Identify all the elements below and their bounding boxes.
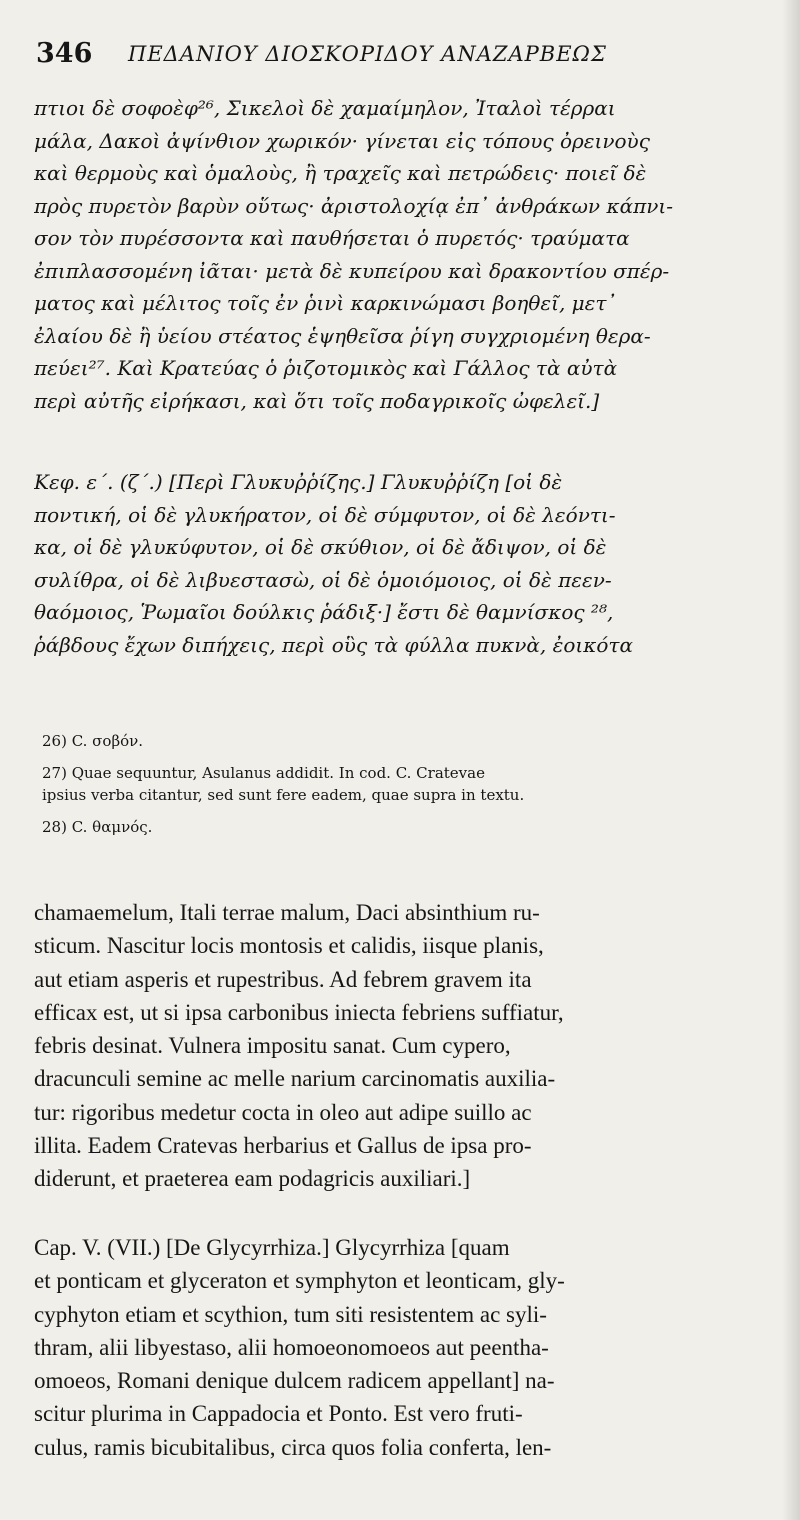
page-header <box>30 38 770 78</box>
greek-line: ῥάβδους ἔχων διπήχεις, περὶ οὓς τὰ φύλλα πυκνὰ, ἐοικότα <box>34 632 633 657</box>
latin-line: efficax est, ut si ipsa carbonibus iniecta febriens suffiatur, <box>34 999 564 1025</box>
footnote: 28) C. θαμνός. <box>42 818 153 836</box>
greek-line: σον τὸν πυρέσσοντα καὶ παυθήσεται ὁ πυρετός· τραύματα <box>34 226 630 250</box>
greek-line: θαόμοιος, Ῥωμαῖοι δούλκις ῥάδιξ·] ἔστι δὲ θαμνίσκος ²⁸, <box>34 600 614 624</box>
latin-line: et ponticam et glyceraton et symphyton et leonticam, gly- <box>34 1268 565 1294</box>
footnote: 27) Quae sequuntur, Asulanus addidit. In cod. C. Cratevae <box>42 764 485 782</box>
greek-line: ποντική, οἱ δὲ γλυκήρατον, οἱ δὲ σύμφυτον, οἱ δὲ λεόντι- <box>34 502 616 527</box>
latin-line: illita. Eadem Cratevas herbarius et Gallus de ipsa pro- <box>34 1133 532 1159</box>
greek-line: πτιοι δὲ σοφοὲφ²⁶, Σικελοὶ δὲ χαμαίμηλον, Ἰταλοὶ τέρραι <box>34 96 616 120</box>
latin-line: thram, alii libyestaso, alii homoeonomoeos aut peentha- <box>34 1334 549 1360</box>
latin-line: sticum. Nascitur locis montosis et calidis, iisque planis, <box>34 933 544 959</box>
latin-line: omoeos, Romani denique dulcem radicem appellant] na- <box>34 1368 555 1394</box>
latin-line: aut etiam asperis et rupestribus. Ad febrem gravem ita <box>34 966 532 992</box>
latin-line: cyphyton etiam et scythion, tum siti resistentem ac syli- <box>34 1301 547 1327</box>
footnote-continuation: ipsius verba citantur, sed sunt fere eadem, quae supra in textu. <box>42 786 525 804</box>
latin-line: diderunt, et praeterea eam podagricis auxiliari.] <box>34 1166 471 1192</box>
latin-line: scitur plurima in Cappadocia et Ponto. Est vero fruti- <box>34 1401 523 1427</box>
greek-line: μάλα, Δακοὶ ἀψίνθιον χωρικόν· γίνεται εἰς τόπους ὀρεινοὺς <box>34 128 650 153</box>
greek-chapter-block <box>34 466 764 661</box>
page-number: 346 <box>36 38 93 69</box>
greek-line: ματος καὶ μέλιτος τοῖς ἐν ῥινὶ καρκινώμασι βοηθεῖ, μετ᾽ <box>34 291 617 315</box>
greek-line: καὶ θερμοὺς καὶ ὁμαλοὺς, ἢ τραχεῖς καὶ πετρώδεις· ποιεῖ δὲ <box>34 161 647 185</box>
greek-line: πεύει²⁷. Καὶ Κρατεύας ὁ ῥιζοτομικὸς καὶ Γάλλος τὰ αὐτὰ <box>34 356 618 380</box>
footnotes <box>42 730 764 838</box>
latin-line: chamaemelum, Itali terrae malum, Daci absinthium ru- <box>34 900 540 925</box>
greek-text-block <box>34 92 764 417</box>
latin-line: febris desinat. Vulnera impositu sanat. Cum cypero, <box>34 1033 511 1059</box>
running-head: ΠΕΔΑΝΙΟΥ ΔΙΟΣΚΟΡΙΔΟΥ ΑΝΑΖΑΡΒΕΩΣ <box>128 42 607 66</box>
greek-line: Κεφ. ε΄. (ζ΄.) [Περὶ Γλυκυῤῥίζης.] Γλυκυῤῥίζη [οἱ δὲ <box>34 470 563 494</box>
latin-line: tur: rigoribus medetur cocta in oleo aut adipe suillo ac <box>34 1099 532 1125</box>
greek-line: περὶ αὐτῆς εἰρήκασι, καὶ ὅτι τοῖς ποδαγρικοῖς ὠφελεῖ.] <box>34 388 600 413</box>
latin-chapter-block <box>34 1231 764 1464</box>
greek-line: πρὸς πυρετὸν βαρὺν οὕτως· ἀριστολοχίᾳ ἐπ᾽ ἀνθράκων κάπνι- <box>34 193 673 218</box>
latin-text-block <box>34 896 764 1196</box>
greek-line: κα, οἱ δὲ γλυκύφυτον, οἱ δὲ σκύθιον, οἱ δὲ ἄδιψον, οἱ δὲ <box>34 535 607 559</box>
latin-line: Cap. V. (VII.) [De Glycyrrhiza.] Glycyrrhiza [quam <box>34 1235 510 1260</box>
footnote: 26) C. σοβόν. <box>42 732 144 750</box>
greek-line: ἐλαίου δὲ ἢ ὑείου στέατος ἑψηθεῖσα ῥίγη συγχριομένη θερα- <box>34 323 651 348</box>
page-gutter-shadow <box>782 0 800 1520</box>
latin-line: culus, ramis bicubitalibus, circa quos folia conferta, len- <box>34 1434 552 1460</box>
greek-line: ἐπιπλασσομένη ἰᾶται· μετὰ δὲ κυπείρου καὶ δρακοντίου σπέρ- <box>34 258 670 283</box>
latin-line: dracunculi semine ac melle narium carcinomatis auxilia- <box>34 1066 556 1092</box>
greek-line: συλίθρα, οἱ δὲ λιβυεστασὼ, οἱ δὲ ὁμοιόμοιος, οἱ δὲ πεεν- <box>34 567 612 592</box>
